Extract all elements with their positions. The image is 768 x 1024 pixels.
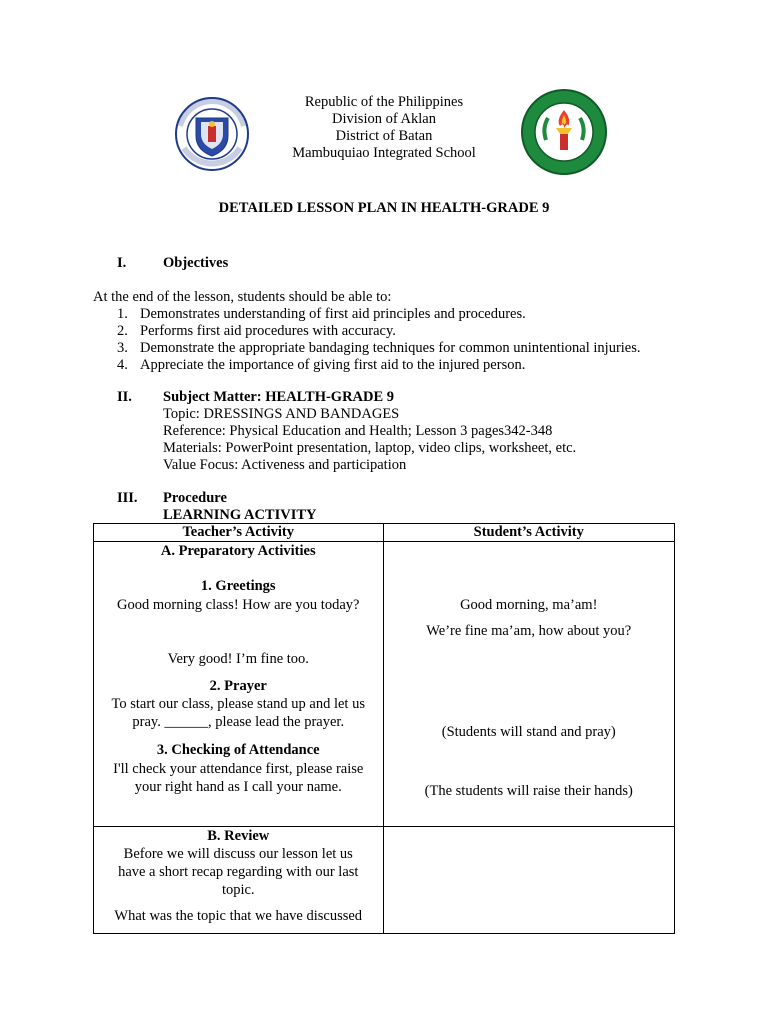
- section-1-heading: Objectives: [163, 255, 229, 271]
- section-2-numeral: II.: [117, 389, 132, 405]
- table-row: [94, 827, 675, 934]
- review-text-line3: topic.: [221, 882, 255, 898]
- attendance-text-line1: I'll check your attendance first, please raise: [113, 761, 364, 777]
- section-3-numeral: III.: [117, 490, 138, 506]
- document-title: DETAILED LESSON PLAN IN HEALTH-GRADE 9: [218, 200, 550, 216]
- objective-number: 1.: [117, 306, 128, 322]
- greetings-text: Good morning class! How are you today?: [117, 597, 360, 613]
- header-division: Division of Aklan: [332, 111, 436, 127]
- objective-number: 2.: [117, 323, 128, 339]
- objective-item: Demonstrates understanding of first aid principles and procedures.: [140, 306, 526, 322]
- objective-number: 3.: [117, 340, 128, 356]
- student-activity-header: Student’s Activity: [383, 524, 675, 542]
- review-text-line4: What was the topic that we have discussed: [114, 908, 363, 924]
- table-row: [94, 542, 675, 827]
- attendance-heading: 3. Checking of Attendance: [156, 742, 320, 758]
- section-2-heading: Subject Matter: HEALTH-GRADE 9: [163, 389, 395, 405]
- objective-item: Appreciate the importance of giving first aid to the injured person.: [140, 357, 526, 373]
- objectives-intro: At the end of the lesson, students should be able to:: [93, 289, 392, 305]
- header-republic: Republic of the Philippines: [304, 94, 464, 110]
- prayer-text-line1: To start our class, please stand up and let us: [111, 696, 365, 712]
- teacher-activity-header: Teacher’s Activity: [94, 524, 384, 542]
- section-3-heading: Procedure: [163, 490, 227, 506]
- section-1-numeral: I.: [117, 255, 127, 271]
- review-text-line2: have a short recap regarding with our last: [118, 864, 359, 880]
- student-greeting-reply: Good morning, ma’am!: [460, 597, 598, 613]
- header-school: Mambuquiao Integrated School: [292, 145, 476, 161]
- attendance-text-line2: your right hand as I call your name.: [134, 779, 342, 795]
- header-district: District of Batan: [335, 128, 433, 144]
- prayer-heading: 2. Prayer: [209, 678, 267, 694]
- objective-number: 4.: [117, 357, 128, 373]
- student-pray-reply: (Students will stand and pray): [441, 724, 616, 740]
- greetings-heading: 1. Greetings: [200, 578, 276, 594]
- student-fine-reply: We’re fine ma’am, how about you?: [426, 623, 632, 639]
- learning-activity-heading: LEARNING ACTIVITY: [163, 507, 317, 523]
- subject-materials: Materials: PowerPoint presentation, laptop, video clips, worksheet, etc.: [163, 440, 577, 456]
- teacher-cell-review: [94, 827, 384, 934]
- learning-activity-table: [93, 523, 675, 934]
- student-raise-reply: (The students will raise their hands): [424, 783, 633, 799]
- subject-value-focus: Value Focus: Activeness and participation: [163, 457, 407, 473]
- very-good-text: Very good! I’m fine too.: [167, 651, 309, 667]
- review-heading: B. Review: [207, 828, 270, 844]
- objective-item: Demonstrate the appropriate bandaging techniques for common unintentional injuries.: [140, 340, 641, 356]
- school-header: [234, 94, 534, 162]
- table-header-row: [94, 524, 675, 542]
- subject-topic: Topic: DRESSINGS AND BANDAGES: [163, 406, 400, 422]
- school-seal-logo: [516, 88, 612, 176]
- student-cell-preparatory: [383, 542, 675, 827]
- preparatory-heading: A. Preparatory Activities: [160, 543, 316, 559]
- prayer-text-line2: pray. ______, please lead the prayer.: [132, 714, 345, 730]
- student-cell-review: [383, 827, 675, 934]
- objective-item: Performs first aid procedures with accuracy.: [140, 323, 396, 339]
- teacher-cell-preparatory: [94, 542, 384, 827]
- subject-reference: Reference: Physical Education and Health; Lesson 3 pages342-348: [163, 423, 553, 439]
- review-text-line1: Before we will discuss our lesson let us: [123, 846, 353, 862]
